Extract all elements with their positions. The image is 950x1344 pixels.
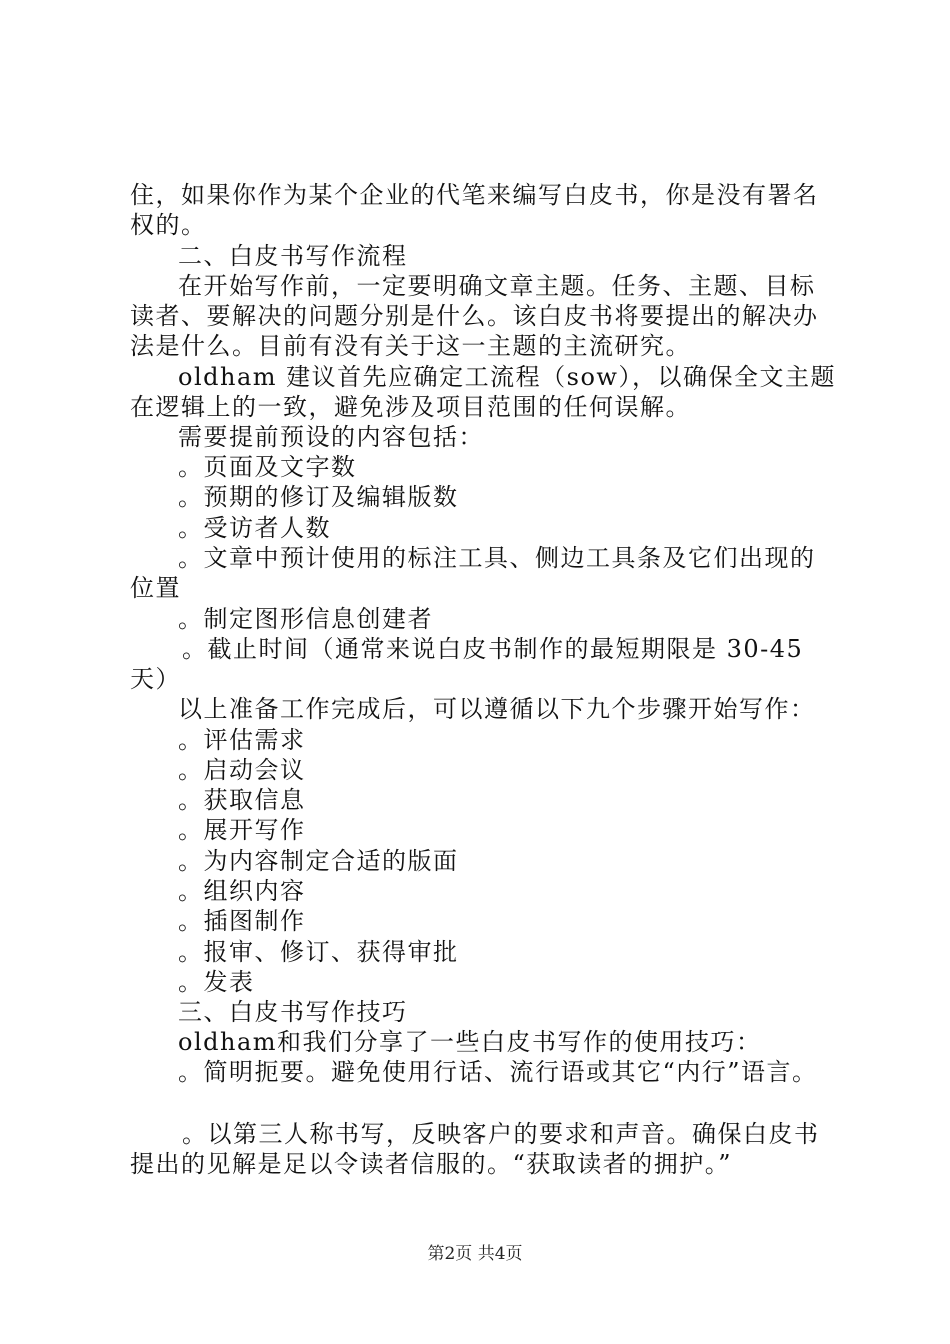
list-item: 。页面及文字数 [178, 453, 357, 481]
list-item: 。发表 [178, 968, 255, 996]
list-item: 。展开写作 [178, 816, 306, 844]
list-item: 。评估需求 [178, 726, 306, 754]
list-item: 。插图制作 [178, 907, 306, 935]
list-item: 。报审、修订、获得审批 [178, 938, 459, 966]
paragraph-line: oldham 建议首先应确定工流程（sow），以确保全文主题 [178, 363, 836, 391]
list-item-continuation: 位置 [130, 574, 181, 602]
paragraph-line: 以上准备工作完成后，可以遵循以下九个步骤开始写作： [178, 695, 816, 723]
section-heading: 三、白皮书写作技巧 [178, 998, 408, 1026]
list-item: 。获取信息 [178, 786, 306, 814]
list-item: 。以第三人称书写，反映客户的要求和声音。确保白皮书 [182, 1120, 820, 1148]
page-footer: 第2页 共4页 [427, 1244, 523, 1264]
paragraph-line: 权的。 [130, 211, 207, 239]
paragraph-line: 读者、要解决的问题分别是什么。该白皮书将要提出的解决办 [130, 302, 819, 330]
paragraph-line: 法是什么。目前有没有关于这一主题的主流研究。 [130, 332, 691, 360]
list-item-continuation: 天） [130, 665, 181, 693]
paragraph-line: 在逻辑上的一致，避免涉及项目范围的任何误解。 [130, 393, 691, 421]
paragraph-line: 在开始写作前，一定要明确文章主题。任务、主题、目标 [178, 272, 816, 300]
list-item: 。受访者人数 [178, 514, 331, 542]
paragraph-line: 需要提前预设的内容包括： [178, 423, 484, 451]
list-item-continuation: 提出的见解是足以令读者信服的。“获取读者的拥护。” [130, 1150, 733, 1178]
list-item: 。制定图形信息创建者 [178, 605, 433, 633]
list-item: 。为内容制定合适的版面 [178, 847, 459, 875]
paragraph-line: 住，如果你作为某个企业的代笔来编写白皮书，你是没有署名 [130, 181, 819, 209]
list-item: 。预期的修订及编辑版数 [178, 483, 459, 511]
paragraph-line: oldham和我们分享了一些白皮书写作的使用技巧： [178, 1028, 762, 1056]
list-item: 。启动会议 [178, 756, 306, 784]
list-item: 。截止时间（通常来说白皮书制作的最短期限是 30-45 [182, 635, 804, 663]
list-item: 。组织内容 [178, 877, 306, 905]
section-heading: 二、白皮书写作流程 [178, 242, 408, 270]
list-item: 。文章中预计使用的标注工具、侧边工具条及它们出现的 [178, 544, 816, 572]
list-item: 。简明扼要。避免使用行话、流行语或其它“内行”语言。 [178, 1058, 818, 1086]
